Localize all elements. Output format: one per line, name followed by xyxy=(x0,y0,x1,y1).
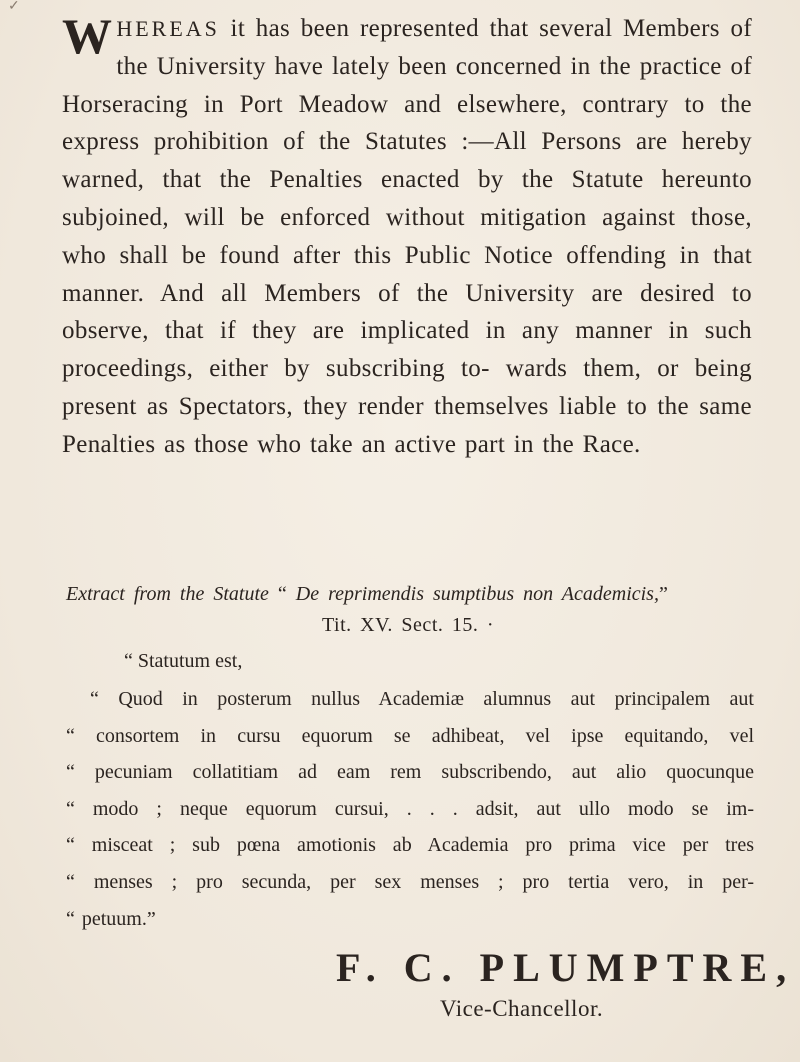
statute-reference: Tit. XV. Sect. 15. · xyxy=(322,614,495,636)
statute-line: “ modo ; neque equorum cursui, . . . adsit, aut ullo modo se im- xyxy=(66,797,754,820)
first-word-rest: HEREAS xyxy=(116,16,220,41)
statute-text xyxy=(66,681,754,937)
open-quote: “ xyxy=(277,583,287,605)
extract-heading xyxy=(66,580,756,608)
extract-prefix: Extract from the Statute xyxy=(66,583,269,605)
statute-line: “ misceat ; sub pœna amotionis ab Academia pro prima vice per tres xyxy=(66,834,754,857)
close-quote: ” xyxy=(658,583,668,605)
statute-line: “ petuum.” xyxy=(66,907,156,930)
statute-line: “ Quod in posterum nullus Academiæ alumnus aut principalem aut xyxy=(90,688,754,710)
statute-line: “ menses ; pro secunda, per sex menses ; pro tertia vero, in per- xyxy=(66,870,754,893)
signatory-title: Vice-Chancellor. xyxy=(440,996,604,1021)
drop-cap: W xyxy=(62,8,113,64)
statute-line: “ pecuniam collatitiam ad eam rem subscribendo, aut alio quocunque xyxy=(66,761,754,784)
statute-line: “ consortem in cursu equorum se adhibeat, vel ipse equitando, vel xyxy=(66,724,754,747)
proclamation-text xyxy=(62,10,752,464)
signatory-name: F. C. PLUMPTRE, xyxy=(336,945,796,990)
corner-check-mark: ✓ xyxy=(8,0,20,14)
statute-opening: “ Statutum est, xyxy=(124,650,243,672)
statute-name: De reprimendis sumptibus non Academicis, xyxy=(295,583,659,605)
proclamation-body: it has been represented that several Members of the University have lately been concerned in the practice of Horseracing in Port Meadow and elsewhere, contrary to the express prohibition of the Statutes :—All Persons are hereby warned, that the Penalties enacted by the Statute hereunto subjoined, will be enforced without mitigation against those, who shall be found after this Public Notice offending in that manner. And all Members of the University are desired to observe, that if they are implicated in any manner in such proceedings, either by subscribing to- wards them, or being present as Spectators, they render themselves liable to the same Penalties as those who take an active part in the Race. xyxy=(62,15,752,458)
